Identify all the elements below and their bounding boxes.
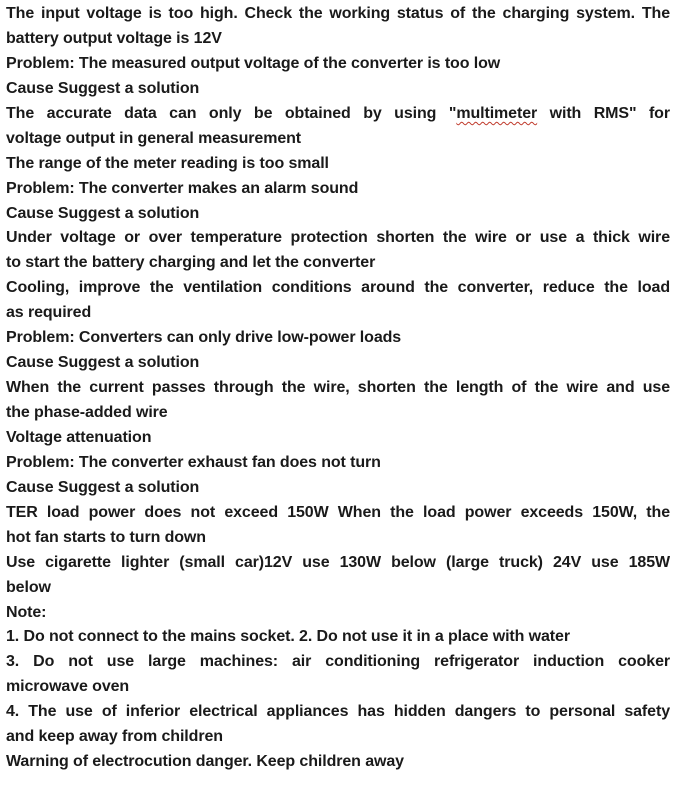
text-line: as required — [6, 304, 92, 322]
problem-heading: Problem: Converters can only drive low-power loads — [6, 329, 402, 347]
problem-heading: Problem: The converter exhaust fan does not turn — [6, 453, 381, 471]
problem-heading: Problem: The measured output voltage of the converter is too low — [6, 54, 501, 72]
note-item: 3. Do not use large machines: air conditioning refrigerator induction cooker — [6, 653, 670, 671]
text-fragment: The accurate data can only be obtained by using " — [6, 104, 457, 122]
text-line: Under voltage or over temperature protection shorten the wire or use a thick wire — [6, 229, 670, 247]
text-line: battery output voltage is 12V — [6, 29, 222, 47]
text-line: TER load power does not exceed 150W When the load power exceeds 150W, the — [6, 503, 670, 521]
problem-heading: Problem: The converter makes an alarm sound — [6, 179, 359, 197]
document-body — [6, 2, 670, 775]
cause-solution-heading: Cause Suggest a solution — [6, 354, 200, 372]
note-item: 1. Do not connect to the mains socket. 2. Do not use it in a place with water — [6, 628, 570, 646]
text-line: Cooling, improve the ventilation conditions around the converter, reduce the load — [6, 279, 670, 297]
cause-solution-heading: Cause Suggest a solution — [6, 79, 200, 97]
text-line: hot fan starts to turn down — [6, 528, 206, 546]
text-fragment: with RMS" for — [537, 104, 670, 122]
text-line: Use cigarette lighter (small car)12V use 130W below (large truck) 24V use 185W — [6, 553, 670, 571]
text-line: When the current passes through the wire, shorten the length of the wire and use — [6, 379, 670, 397]
text-line: the phase-added wire — [6, 404, 168, 421]
note-item: microwave oven — [6, 678, 130, 696]
spellcheck-marked-word: multimeter — [456, 104, 538, 122]
text-line — [6, 102, 670, 127]
text-line: The input voltage is too high. Check the working status of the charging system. The — [6, 5, 670, 22]
note-item: 4. The use of inferior electrical appliances has hidden dangers to personal safety — [6, 703, 670, 721]
text-line: The range of the meter reading is too small — [6, 154, 329, 172]
text-line: to start the battery charging and let the converter — [6, 254, 376, 272]
text-line: below — [6, 578, 51, 596]
note-item: and keep away from children — [6, 728, 223, 746]
text-line: Voltage attenuation — [6, 428, 152, 446]
cause-solution-heading: Cause Suggest a solution — [6, 478, 200, 496]
warning-text: Warning of electrocution danger. Keep children away — [6, 753, 404, 771]
note-heading: Note: — [6, 603, 47, 621]
text-line: voltage output in general measurement — [6, 129, 302, 147]
cause-solution-heading: Cause Suggest a solution — [6, 204, 200, 222]
